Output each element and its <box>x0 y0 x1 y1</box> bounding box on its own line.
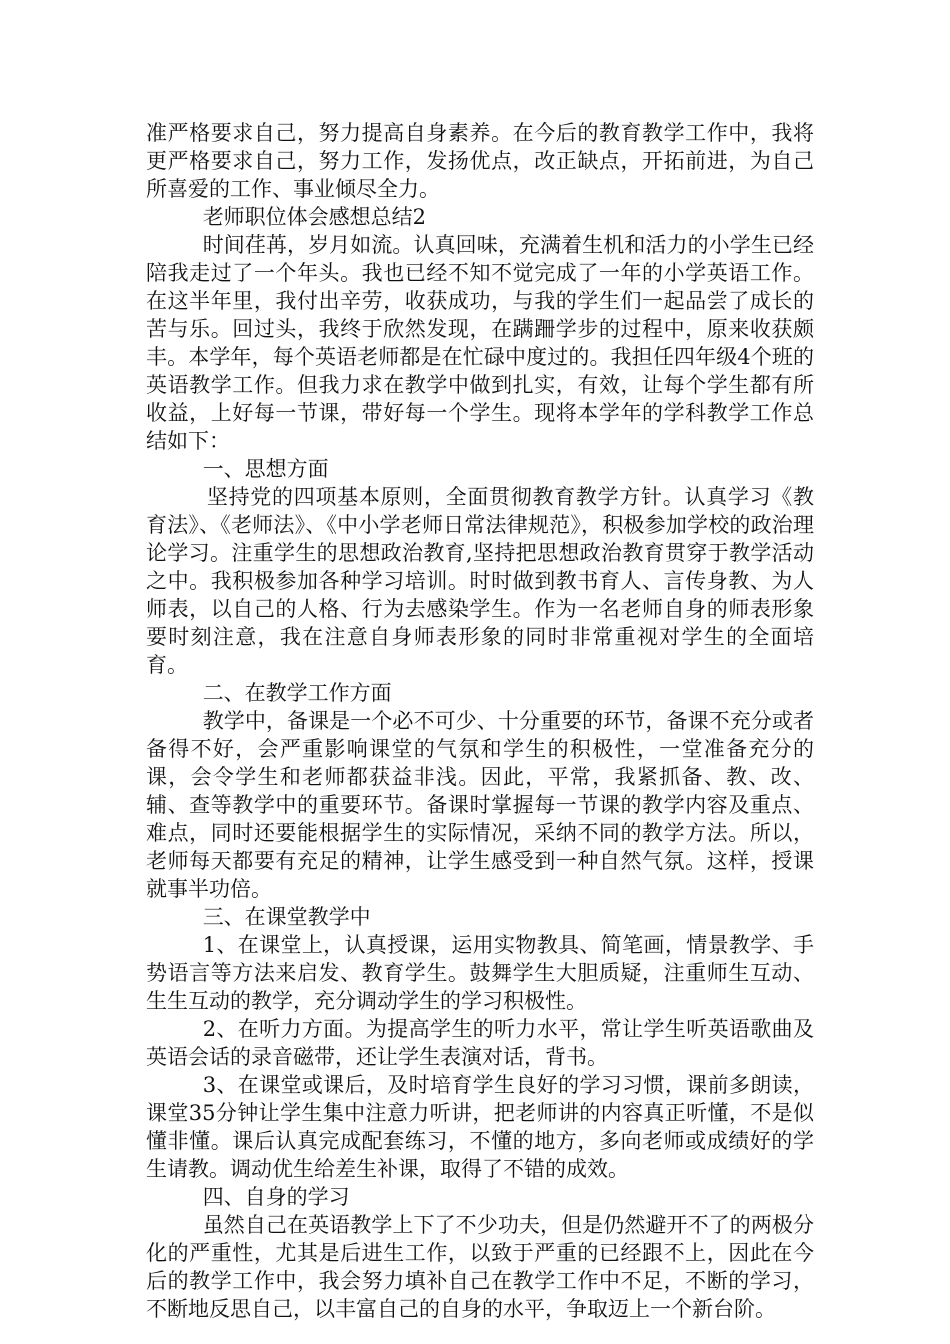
body-paragraph: 3、在课堂或课后，及时培育学生良好的学习习惯，课前多朗读，课堂35分钟让学生集中注意力听讲，把老师讲的内容真正听懂，不是似懂非懂。课后认真完成配套练习，不懂的地方，多向老师或成绩好的学生请教。调动优生给差生补课，取得了不错的成效。 <box>146 1073 814 1181</box>
body-paragraph: 坚持党的四项基本原则，全面贯彻教育教学方针。认真学习《教育法》、《老师法》、《中小学老师日常法律规范》，积极参加学校的政治理论学习。注重学生的思想政治教育,坚持把思想政治教育贯穿于教学活动之中。我积极参加各种学习培训。时时做到教书育人、言传身教、为人师表，以自己的人格、行为去感染学生。作为一名老师自身的师表形象要时刻注意，我在注意自身师表形象的同时非常重视对学生的全面培育。 <box>146 485 814 677</box>
paragraph-continuation: 准严格要求自己，努力提高自身素养。在今后的教育教学工作中，我将更严格要求自己，努力工作，发扬优点，改正缺点，开拓前进，为自己所喜爱的工作、事业倾尽全力。 <box>146 121 814 201</box>
heading-self-study: 四、自身的学习 <box>202 1185 350 1209</box>
heading-teaching-work: 二、在教学工作方面 <box>202 681 392 705</box>
heading-thought: 一、思想方面 <box>202 457 329 481</box>
heading-classroom: 三、在课堂教学中 <box>202 905 371 929</box>
body-paragraph: 教学中，备课是一个必不可少、十分重要的环节，备课不充分或者备得不好，会严重影响课堂的气氛和学生的积极性，一堂准备充分的课，会令学生和老师都获益非浅。因此，平常，我紧抓备、教、改、辅、查等教学中的重要环节。备课时掌握每一节课的教学内容及重点、难点，同时还要能根据学生的实际情况，采纳不同的教学方法。所以，老师每天都要有充足的精神，让学生感受到一种自然气氛。这样，授课就事半功倍。 <box>146 709 814 901</box>
body-paragraph: 1、在课堂上，认真授课，运用实物教具、简笔画，情景教学、手势语言等方法来启发、教育学生。鼓舞学生大胆质疑，注重师生互动、生生互动的教学，充分调动学生的学习积极性。 <box>146 933 814 1013</box>
document-page <box>146 119 814 1323</box>
section-title: 老师职位体会感想总结2 <box>202 205 427 229</box>
body-paragraph: 虽然自己在英语教学上下了不少功夫，但是仍然避开不了的两极分化的严重性，尤其是后进生工作，以致于严重的已经跟不上，因此在今后的教学工作中，我会努力填补自己在教学工作中不足，不断的学习，不断地反思自己，以丰富自己的自身的水平，争取迈上一个新台阶。 <box>146 1213 814 1321</box>
body-paragraph: 2、在听力方面。为提高学生的听力水平，常让学生听英语歌曲及英语会话的录音磁带，还让学生表演对话，背书。 <box>146 1017 814 1069</box>
body-paragraph: 时间荏苒，岁月如流。认真回味，充满着生机和活力的小学生已经陪我走过了一个年头。我也已经不知不觉完成了一年的小学英语工作。在这半年里，我付出辛劳，收获成功，与我的学生们一起品尝了成长的苦与乐。回过头，我终于欣然发现，在蹒跚学步的过程中，原来收获颇丰。本学年，每个英语老师都是在忙碌中度过的。我担任四年级4个班的英语教学工作。但我力求在教学中做到扎实，有效，让每个学生都有所收益，上好每一节课，带好每一个学生。现将本学年的学科教学工作总结如下： <box>146 233 814 453</box>
